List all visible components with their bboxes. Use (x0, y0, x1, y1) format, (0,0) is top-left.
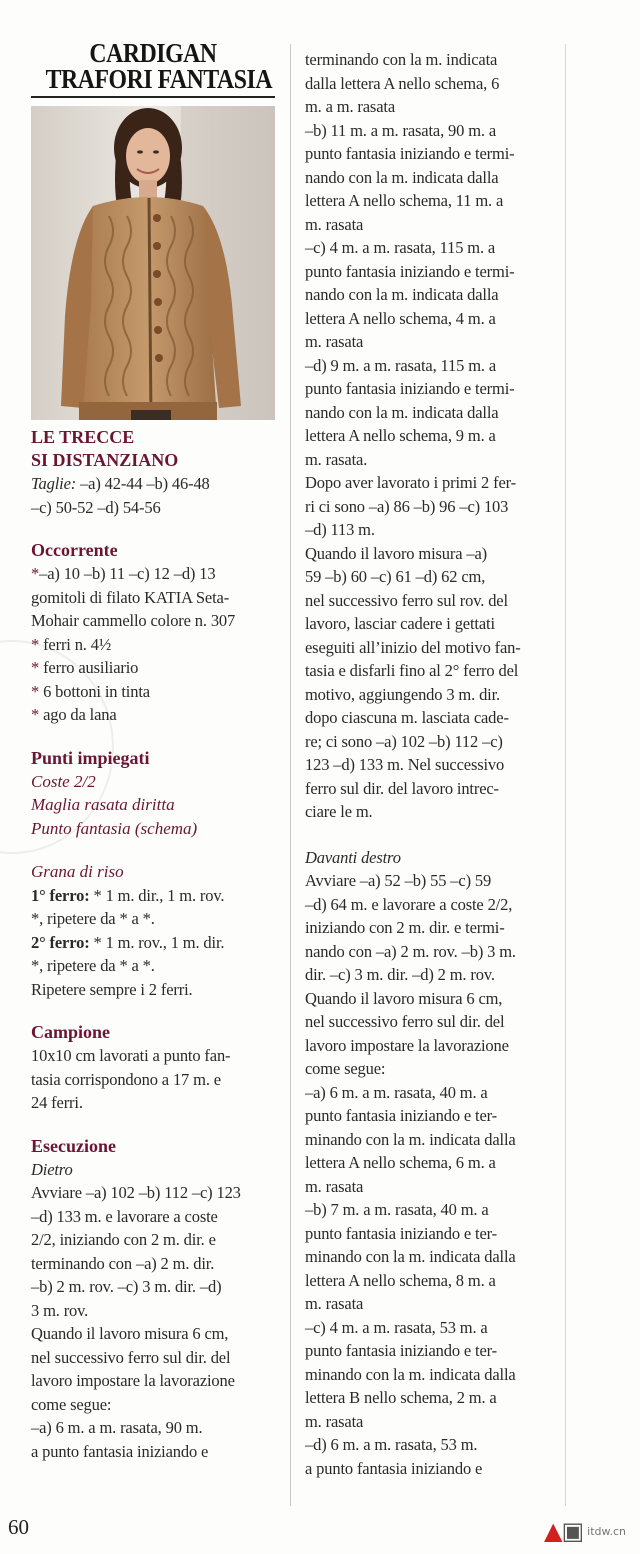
bullet-star: * (31, 705, 40, 724)
body-line: 3 m. rov. (31, 1300, 89, 1320)
sizes-text: –a) 42-44 –b) 46-48 (76, 474, 210, 493)
title-line-2: TRAFORI FANTASIA (45, 64, 273, 94)
body-line: punto fantasia iniziando e termi- (305, 144, 515, 163)
body-line: lettera A nello schema, 9 m. a (305, 426, 496, 445)
body-line: dir. –c) 3 m. dir. –d) 2 m. rov. (305, 965, 495, 984)
site-logo (544, 1514, 626, 1548)
body-line: a punto fantasia iniziando e (305, 1458, 483, 1478)
title-block (31, 40, 275, 98)
body-line: eseguiti all’inizio del motivo fan- (305, 637, 521, 657)
sizes-label: Taglie: (31, 474, 77, 493)
davanti-destro-body (305, 869, 549, 1480)
body-line: m. rasata (305, 332, 364, 351)
body-line: lavoro impostare la lavorazione (31, 1371, 235, 1390)
stitch-item: Maglia rasata diritta (31, 795, 175, 814)
body-line: lettera B nello schema, 2 m. a (305, 1388, 497, 1407)
logo-mark: ▲▣ (543, 1517, 584, 1545)
body-line: nando con la m. indicata dalla (305, 167, 499, 187)
materials-line (31, 680, 275, 704)
body-line: –c) 4 m. a m. rasata, 115 m. a (305, 238, 496, 257)
body-line: nando con la m. indicata dalla (305, 402, 499, 422)
body-line: –b) 11 m. a m. rasata, 90 m. a (305, 120, 497, 140)
body-line: m. rasata (305, 214, 364, 234)
title-rule (31, 96, 275, 98)
body-line: –b) 2 m. rov. –c) 3 m. dir. –d) (31, 1277, 222, 1296)
body-line: re; ci sono –a) 102 –b) 112 –c) (305, 731, 503, 751)
body-line: ciare le m. (305, 802, 373, 821)
body-line: –b) 7 m. a m. rasata, 40 m. a (305, 1200, 489, 1219)
body-line: lavoro impostare la lavorazione (305, 1035, 509, 1055)
grana-line (31, 931, 275, 955)
section-heading-occorrente: Occorrente (31, 540, 118, 560)
sizes-line: –c) 50-52 –d) 54-56 (31, 497, 161, 517)
body-line: –d) 9 m. a m. rasata, 115 m. a (305, 355, 497, 375)
bullet-star: * (31, 564, 40, 583)
body-line: terminando con –a) 2 m. dir. (31, 1253, 215, 1273)
body-line: iniziando con 2 m. dir. e termi- (305, 918, 505, 937)
subhead-line-1: LE TRECCE (31, 427, 135, 447)
body-line: ri ci sono –a) 86 –b) 96 –c) 103 (305, 496, 509, 516)
gauge-line: 10x10 cm lavorati a punto fan- (31, 1046, 231, 1065)
title-line-1: CARDIGAN (89, 38, 217, 68)
body-line: lettera A nello schema, 11 m. a (305, 191, 504, 210)
page-number: 60 (8, 1515, 29, 1539)
bullet-star: * (31, 634, 40, 654)
body-line: nando con la m. indicata dalla (305, 285, 499, 304)
materials-text: –a) 10 –b) 11 –c) 12 –d) 13 (39, 564, 216, 583)
body-line: punto fantasia iniziando e ter- (305, 1106, 498, 1125)
body-line: –a) 6 m. a m. rasata, 40 m. a (305, 1082, 488, 1102)
materials-line (31, 656, 275, 680)
body-line: punto fantasia iniziando e ter- (305, 1223, 498, 1243)
body-line: –d) 133 m. e lavorare a coste (31, 1206, 218, 1226)
materials-line (31, 633, 275, 657)
body-line: dalla lettera A nello schema, 6 (305, 73, 500, 93)
gauge-line: tasia corrispondono a 17 m. e (31, 1069, 221, 1089)
body-line: m. rasata (305, 1411, 364, 1431)
body-line: lavoro, lasciar cadere i gettati (305, 614, 495, 633)
gauge-line: 24 ferri. (31, 1093, 83, 1112)
row-label: 2° ferro: (31, 932, 90, 952)
body-line: nel successivo ferro sul rov. del (305, 590, 508, 610)
body-line: m. a m. rasata (305, 97, 395, 116)
materials-text: ferro ausiliario (39, 658, 139, 677)
body-line: nel successivo ferro sul dir. del (305, 1012, 505, 1031)
body-line: m. rasata (305, 1294, 364, 1313)
body-line: 2/2, iniziando con 2 m. dir. e (31, 1230, 216, 1249)
body-line: terminando con la m. indicata (305, 50, 498, 69)
body-line: minando con la m. indicata dalla (305, 1247, 516, 1266)
body-line: Dopo aver lavorato i primi 2 fer- (305, 473, 516, 492)
body-line: tasia e disfarli fino al 2° ferro del (305, 661, 519, 680)
body-line: dopo ciascuna m. lasciata cade- (305, 708, 509, 727)
body-line: a punto fantasia iniziando e (31, 1441, 209, 1461)
body-line: m. rasata (305, 1176, 364, 1196)
grana-line (31, 884, 275, 908)
dietro-continued-body (305, 48, 549, 824)
body-line: nel successivo ferro sul dir. del (31, 1347, 231, 1367)
bullet-star: * (31, 658, 40, 677)
subhead-line-2: SI DISTANZIANO (31, 450, 179, 470)
body-line: –d) 64 m. e lavorare a coste 2/2, (305, 894, 513, 914)
materials-line (31, 703, 275, 727)
subsection-heading-grana: Grana di riso (31, 862, 124, 881)
section-heading-campione: Campione (31, 1022, 111, 1042)
right-margin-rule (565, 44, 566, 1506)
materials-line (31, 562, 275, 586)
subsection-heading-dietro: Dietro (31, 1159, 73, 1179)
grana-line: *, ripetere da * a *. (31, 909, 155, 928)
body-line: Quando il lavoro misura –a) (305, 543, 487, 563)
body-line: Quando il lavoro misura 6 cm, (31, 1324, 229, 1343)
model-photo-illustration (31, 106, 275, 420)
section-heading-esecuzione: Esecuzione (31, 1135, 116, 1156)
logo-text: itdw.cn (587, 1524, 626, 1538)
body-line: punto fantasia iniziando e termi- (305, 379, 515, 398)
body-line: –d) 6 m. a m. rasata, 53 m. (305, 1435, 478, 1454)
body-line: motivo, aggiungendo 3 m. dir. (305, 684, 501, 704)
body-line: ferro sul dir. del lavoro intrec- (305, 778, 499, 798)
grana-line: *, ripetere da * a *. (31, 956, 155, 975)
body-line: Avviare –a) 102 –b) 112 –c) 123 (31, 1183, 241, 1202)
body-line: come segue: (31, 1394, 112, 1414)
column-divider (290, 44, 291, 1506)
materials-text: ago da lana (39, 705, 117, 724)
row-text: * 1 m. dir., 1 m. rov. (89, 885, 225, 905)
dietro-body (31, 1181, 275, 1463)
body-line: –c) 4 m. a m. rasata, 53 m. a (305, 1317, 488, 1337)
model-photo (31, 106, 275, 420)
section-heading-punti: Punti impiegati (31, 747, 150, 768)
materials-text: 6 bottoni in tinta (39, 681, 150, 701)
body-line: m. rasata. (305, 449, 368, 469)
materials-line: Mohair cammello colore n. 307 (31, 611, 236, 630)
body-line: punto fantasia iniziando e ter- (305, 1341, 498, 1360)
body-line: come segue: (305, 1059, 386, 1078)
grana-line: Ripetere sempre i 2 ferri. (31, 979, 193, 999)
body-line: nando con –a) 2 m. rov. –b) 3 m. (305, 941, 516, 961)
body-line: Quando il lavoro misura 6 cm, (305, 988, 503, 1008)
materials-line: gomitoli di filato KATIA Seta- (31, 587, 230, 607)
materials-text: ferri n. 4½ (39, 634, 112, 654)
stitch-item: Coste 2/2 (31, 771, 96, 791)
body-line: punto fantasia iniziando e termi- (305, 261, 515, 281)
body-line: 59 –b) 60 –c) 61 –d) 62 cm, (305, 567, 486, 586)
body-line: –d) 113 m. (305, 520, 375, 539)
body-line: lettera A nello schema, 8 m. a (305, 1270, 496, 1290)
row-label: 1° ferro: (31, 885, 90, 905)
body-line: 123 –d) 133 m. Nel successivo (305, 755, 505, 774)
right-column (305, 48, 549, 1480)
body-line: lettera A nello schema, 6 m. a (305, 1153, 496, 1172)
bullet-star: * (31, 681, 40, 701)
body-line: –a) 6 m. a m. rasata, 90 m. (31, 1418, 203, 1437)
sizes-line (31, 472, 275, 496)
left-column (31, 40, 275, 1463)
body-line: minando con la m. indicata dalla (305, 1364, 516, 1384)
subsection-heading-davanti-destro: Davanti destro (305, 847, 401, 867)
stitch-item: Punto fantasia (schema) (31, 818, 198, 838)
body-line: lettera A nello schema, 4 m. a (305, 308, 496, 328)
body-line: minando con la m. indicata dalla (305, 1129, 516, 1149)
row-text: * 1 m. rov., 1 m. dir. (89, 932, 225, 952)
body-line: Avviare –a) 52 –b) 55 –c) 59 (305, 871, 492, 890)
